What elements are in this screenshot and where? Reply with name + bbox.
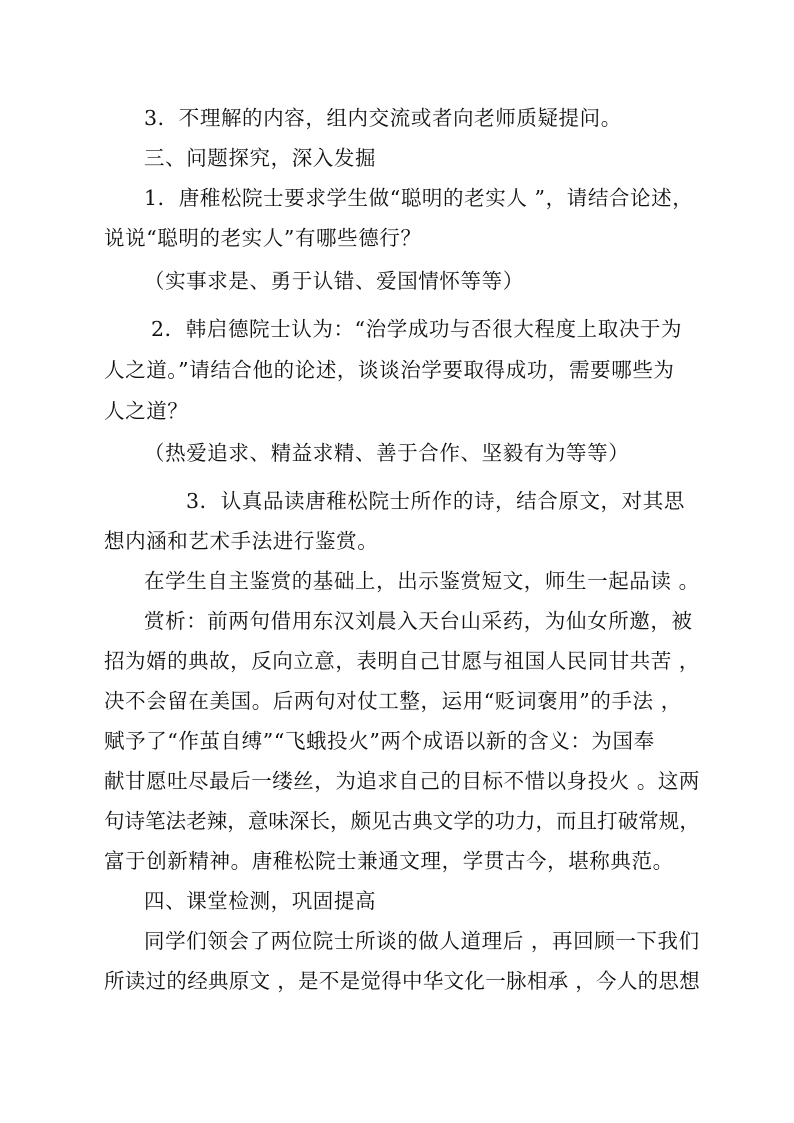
section-heading-4: 四、课堂检测，巩固提高: [144, 889, 377, 913]
appreciation-line-4: 赋予了“作茧自缚”“飞蛾投火”两个成语以新的含义：为国奉: [104, 729, 655, 753]
question-1-line-1: 1．唐稚松院士要求学生做“聪明的老实人 ”，请结合论述，: [144, 186, 694, 210]
appreciation-line-5: 献甘愿吐尽最后一缕丝，为追求自己的目标不惜以身投火 。这两: [104, 769, 700, 793]
appreciation-intro: 在学生自主鉴赏的基础上，出示鉴赏短文，师生一起品读 。: [144, 569, 700, 593]
appreciation-line-2: 招为婿的典故，反向立意，表明自己甘愿与祖国人民同甘共苦 ，: [104, 649, 700, 673]
question-2-line-2: 人之道。”请结合他的论述，谈谈治学要取得成功，需要哪些为: [104, 358, 675, 382]
question-3-line-1: 3．认真品读唐稚松院士所作的诗，结合原文，对其思: [186, 489, 685, 513]
question-2-line-1: 2．韩启德院士认为：“治学成功与否很大程度上取决于为: [151, 317, 683, 341]
appreciation-line-1: 赏析：前两句借用东汉刘晨入天台山采药，为仙女所邀，被: [144, 609, 693, 633]
appreciation-line-7: 富于创新精神。唐稚松院士兼通文理，学贯古今，堪称典范。: [104, 849, 674, 873]
question-3-line-2: 想内涵和艺术手法进行鉴赏。: [104, 529, 379, 553]
appreciation-line-6: 句诗笔法老辣，意味深长，颇见古典文学的功力，而且打破常规，: [104, 809, 700, 833]
question-2-line-3: 人之道？: [104, 399, 189, 423]
paragraph-line-2: 所读过的经典原文 ，是不是觉得中华文化一脉相承 ，今人的思想: [104, 969, 701, 993]
paragraph-line-1: 同学们领会了两位院士所谈的做人道理后 ，再回顾一下我们: [144, 929, 700, 953]
question-1-line-2: 说说“聪明的老实人”有哪些德行？: [104, 226, 422, 250]
section-heading-3: 三、问题探究，深入发掘: [144, 146, 377, 170]
appreciation-line-3: 决不会留在美国。后两句对仗工整，运用“贬词褒用”的手法 ，: [104, 689, 682, 713]
line-step-3-questions: 3．不理解的内容，组内交流或者向老师质疑提问。: [144, 106, 622, 130]
answer-2: （热爱追求、精益求精、善于合作、坚毅有为等等）: [144, 441, 630, 465]
answer-1: （实事求是、勇于认错、爱国情怀等等）: [144, 269, 524, 293]
